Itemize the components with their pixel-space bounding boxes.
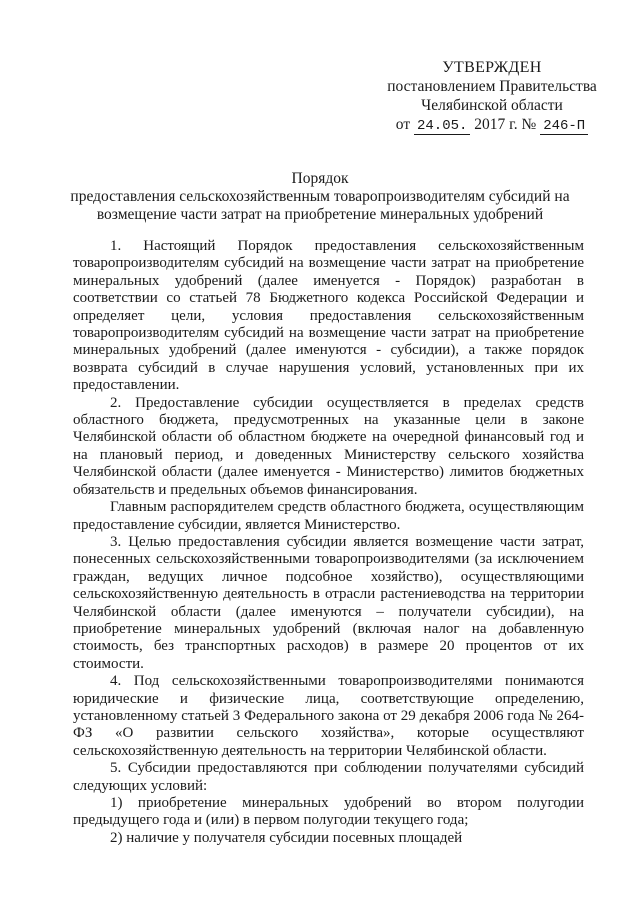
approval-line-resolution: постановлением Правительства bbox=[387, 78, 597, 95]
approval-stamp bbox=[380, 58, 604, 136]
paragraph-5-item-2: 2) наличие у получателя субсидии посевных площадей bbox=[110, 829, 463, 846]
title-heading: Порядок bbox=[291, 170, 349, 187]
paragraph-3: 3. Целью предоставления субсидии является возмещение части затрат, понесенных сельскохозяйственными товаропроизводителями (за исключением граждан, ведущих личное подсобное хозяйство), осуществляющими сельскохозяйственную деятельность в отрасли растениеводства на территории Челябинской области (далее именуются – получатели субсидии), на приобретение минеральных удобрений (включая налог на добавленную стоимость, без транспортных расходов) в размере 20 процентов от их стоимости. bbox=[73, 533, 584, 672]
paragraph-1: 1. Настоящий Порядок предоставления сельскохозяйственным товаропроизводителям субсидий на возмещение части затрат на приобретение минеральных удобрений (далее именуется - Порядок) разработан в соответствии со статьей 78 Бюджетного кодекса Российской Федерации и определяет цели, условия предоставления сельскохозяйственным товаропроизводителям субсидий на возмещение части затрат на приобретение минеральных удобрений (далее именуются - субсидии), а также порядок возврата субсидий в случае нарушения условий, установленных при их предоставлении. bbox=[73, 238, 584, 394]
document-title bbox=[60, 170, 580, 224]
paragraph-4: 4. Под сельскохозяйственными товаропроизводителями понимаются юридические и физические лица, соответствующие определению, установленному статьей 3 Федерального закона от 29 декабря 2006 года № 264-ФЗ «О развитии сельского хозяйства», которые осуществляют сельскохозяйственную деятельность на территории Челябинской области. bbox=[73, 673, 584, 759]
approval-date-value: 24.05. bbox=[414, 118, 470, 135]
paragraph-2: 2. Предоставление субсидии осуществляется в пределах средств областного бюджета, предусмотренных на указанные цели в законе Челябинской области об областном бюджете на очередной финансовый год и на плановый период, и доведенных Министерству сельского хозяйства Челябинской области (далее именуется - Министерство) лимитов бюджетных обязательств и предельных объемов финансирования. bbox=[73, 394, 584, 498]
paragraph-5: 5. Субсидии предоставляются при соблюдении получателями субсидий следующих условий: bbox=[73, 760, 584, 794]
approval-number-value: 246-П bbox=[540, 118, 588, 135]
approval-date-year: 2017 г. № bbox=[474, 116, 537, 133]
approval-date-prefix: от bbox=[395, 116, 411, 133]
approval-date-line bbox=[380, 115, 604, 136]
approval-stamp-title: УТВЕРЖДЕН bbox=[442, 59, 542, 76]
paragraph-5-item-1: 1) приобретение минеральных удобрений во втором полугодии предыдущего года и (или) в первом полугодии текущего года; bbox=[73, 795, 584, 829]
paragraph-2-continued: Главным распорядителем средств областного бюджета, осуществляющим предоставление субсидии, является Министерство. bbox=[73, 499, 584, 533]
title-subtitle: предоставления сельскохозяйственным товаропроизводителям субсидий на возмещение части затрат на приобретение минеральных удобрений bbox=[70, 188, 570, 223]
document-body bbox=[73, 238, 584, 847]
approval-line-region: Челябинской области bbox=[421, 97, 563, 114]
